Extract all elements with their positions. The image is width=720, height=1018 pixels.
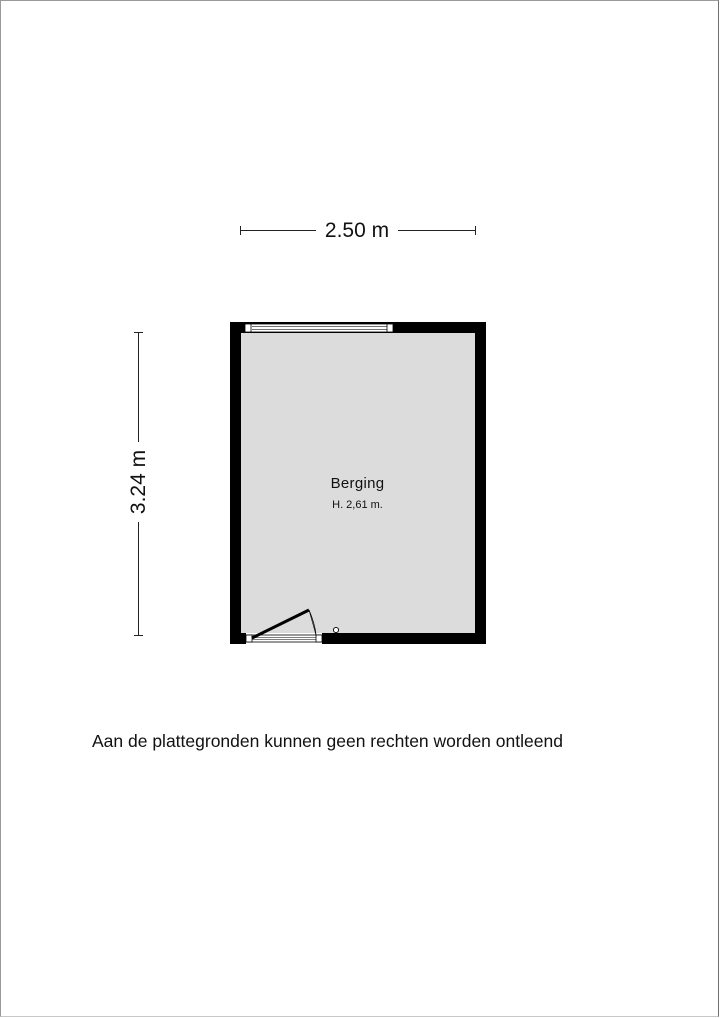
- width-dimension-label: 2.50 m: [324, 219, 390, 242]
- width-dimension-line-right: [398, 230, 476, 231]
- depth-dimension: [124, 332, 154, 636]
- window-icon: [245, 324, 393, 332]
- room-height-label: H. 2,61 m.: [332, 499, 383, 511]
- disclaimer-text: Aan de plattegronden kunnen geen rechten worden ontleend: [92, 731, 563, 751]
- width-dimension-line-left: [240, 230, 316, 231]
- depth-dimension-tick-bottom: [134, 635, 143, 636]
- room-name-label: Berging: [330, 475, 385, 492]
- depth-dimension-line-bottom: [138, 522, 139, 636]
- depth-dimension-line-top: [138, 332, 139, 442]
- depth-dimension-label: 3.24 m: [127, 449, 150, 515]
- width-dimension-tick-right: [475, 226, 476, 235]
- width-dimension: [240, 216, 476, 246]
